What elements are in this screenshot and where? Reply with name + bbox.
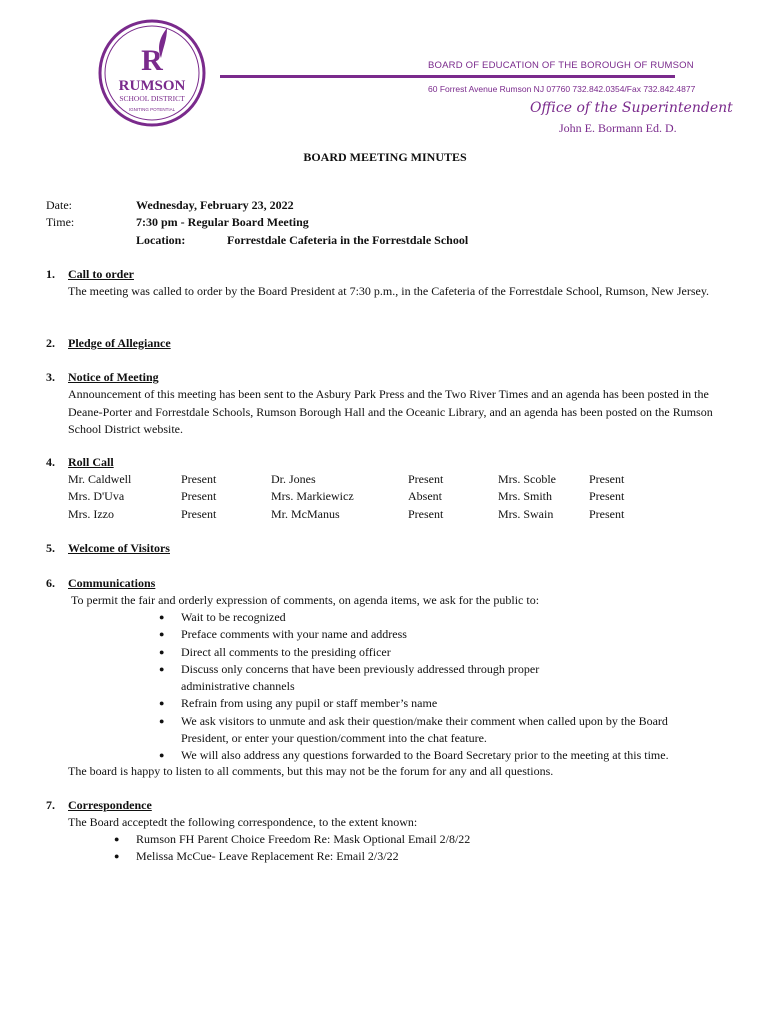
notice-of-meeting-text: Announcement of this meeting has been sent to the Asbury Park Press and the Two River Times and an agenda has been posted in the Deane-Porter and Forrestdale Schools, Rumson Borough Hall and the Oceanic Library, and an agenda has been posted on the Rumson School District website. [68,387,713,436]
roll-name: Mrs. Smith [498,489,553,503]
roll-status: Present [181,472,217,486]
section-heading-roll-call: Roll Call [68,455,114,469]
bullet-item: ● We ask visitors to unmute and ask their question/make their comment when called upon by the Board [181,713,669,730]
roll-status: Present [181,507,217,521]
roll-name: Mrs. D'Uva [68,489,125,503]
section-heading-visitors: Welcome of Visitors [68,541,170,555]
logo-name: RUMSON [118,78,186,94]
communications-closing: The board is happy to listen to all comments, but this may not be the forum for any and all questions. [68,764,554,778]
roll-status: Present [181,489,217,503]
board-name: BOARD OF EDUCATION OF THE BOROUGH OF RUMSON [428,60,694,71]
section-heading-call-to-order: Call to order [68,267,134,281]
bullet-item: ● Preface comments with your name and address [181,626,669,643]
letterhead-rule [220,75,675,78]
section-number: 7. [46,798,55,812]
bullet-item: ● Refrain from using any pupil or staff member’s name [181,695,669,712]
document-title: BOARD MEETING MINUTES [303,150,467,164]
roll-name: Mr. McManus [271,507,340,521]
logo-sub: SCHOOL DISTRICT [119,94,185,103]
bullet-item: ● Wait to be recognized [181,609,669,626]
section-number: 4. [46,455,55,469]
roll-status: Absent [408,489,442,503]
section-heading-pledge: Pledge of Allegiance [68,336,171,350]
correspondence-item: ● Rumson FH Parent Choice Freedom Re: Mask Optional Email 2/8/22 [136,831,470,848]
section-number: 1. [46,267,55,281]
section-heading-notice: Notice of Meeting [68,370,159,384]
time-value: 7:30 pm - Regular Board Meeting [136,215,309,229]
communications-bullets [181,609,669,765]
bullet-item: ● Discuss only concerns that have been previously addressed through proper [181,661,669,678]
section-heading-communications: Communications [68,576,156,590]
bullet-continuation: administrative channels [181,679,295,694]
time-label: Time: [46,215,75,229]
location-value: Forrestdale Cafeteria in the Forrestdale School [227,233,469,247]
rumson-logo [97,18,207,128]
call-to-order-text: The meeting was called to order by the Board President at 7:30 p.m., in the Cafeteria of the Forrestdale School, Rumson, New Jersey. [68,284,710,298]
bullet-item: ● We will also address any questions forwarded to the Board Secretary prior to the meeting at this time. [181,747,669,764]
roll-name: Mrs. Scoble [498,472,556,486]
roll-status: Present [408,472,444,486]
date-value: Wednesday, February 23, 2022 [136,198,294,212]
roll-name: Mrs. Swain [498,507,554,521]
correspondence-list [136,831,470,866]
roll-name: Mr. Caldwell [68,472,132,486]
roll-status: Present [589,472,625,486]
roll-status: Present [408,507,444,521]
correspondence-intro: The Board acceptedt the following correspondence, to the extent known: [68,815,418,829]
section-number: 6. [46,576,55,590]
section-number: 3. [46,370,55,384]
section-heading-correspondence: Correspondence [68,798,152,812]
section-number: 5. [46,541,55,555]
communications-intro: To permit the fair and orderly expression of comments, on agenda items, we ask for the public to: [71,593,540,607]
roll-status: Present [589,489,625,503]
roll-status: Present [589,507,625,521]
correspondence-item: ● Melissa McCue- Leave Replacement Re: Email 2/3/22 [136,848,470,865]
date-label: Date: [46,198,72,212]
roll-name: Dr. Jones [271,472,316,486]
logo-tagline: IGNITING POTENTIAL [128,107,176,112]
superintendent-name: John E. Bormann Ed. D. [559,121,677,135]
roll-name: Mrs. Markiewicz [271,489,354,503]
office-title: Office of the Superintendent [530,100,733,116]
section-number: 2. [46,336,55,350]
board-address: 60 Forrest Avenue Rumson NJ 07760 732.842.0354/Fax 732.842.4877 [428,84,696,94]
bullet-continuation: President, or enter your question/comment into the chat feature. [181,731,487,746]
bullet-item: ● Direct all comments to the presiding officer [181,644,669,661]
roll-name: Mrs. Izzo [68,507,114,521]
logo-initial: R [141,44,163,77]
location-label: Location: [136,233,186,247]
